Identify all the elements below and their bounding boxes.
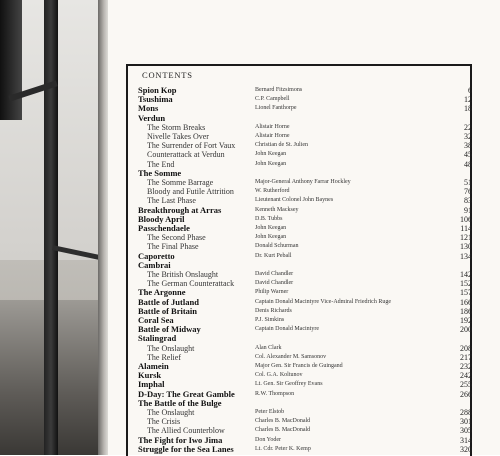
toc-entry (0, 279, 500, 288)
toc-entry-page: 6 (468, 86, 472, 95)
toc-entry (0, 132, 500, 141)
toc-entry-title: The Storm Breaks (147, 122, 206, 132)
toc-entry-author: D.B. Tubbs (255, 215, 283, 222)
toc-entry-page: 288 (460, 408, 472, 417)
toc-entry-page: 18 (464, 104, 472, 114)
toc-entry-page: 51 (464, 178, 472, 187)
toc-entry-author: Lt. Cdr. Peter K. Kemp (255, 445, 311, 452)
toc-entry-title: Stalingrad (138, 333, 177, 344)
toc-entry-author: R.W. Thompson (255, 390, 295, 397)
toc-entry-page: 22 (464, 122, 472, 132)
toc-entry-title: D-Day: The Great Gamble (138, 388, 235, 399)
toc-entry-author: Donald Schurman (255, 243, 299, 250)
toc-entry-page: 48 (464, 159, 472, 169)
toc-entry-title: Battle of Britain (138, 305, 198, 316)
toc-entry-title: The British Onslaught (147, 270, 219, 279)
toc-entry-page: 38 (464, 141, 472, 151)
toc-entry-page: 121 (460, 233, 472, 243)
toc-entry-title: The Battle of the Bulge (138, 397, 222, 408)
toc-entry-page: 32 (464, 132, 472, 141)
toc-entry-page: 134 (460, 251, 472, 261)
toc-entry-title: Imphal (138, 379, 165, 390)
toc-entry (0, 371, 500, 380)
toc-entry-title: The Final Phase (147, 242, 199, 252)
toc-entry-title: Cambrai (138, 259, 171, 270)
toc-entry-title: Struggle for the Sea Lanes (138, 443, 234, 454)
toc-entry (0, 307, 500, 316)
toc-entry-author: C.P. Campbell (255, 96, 290, 103)
toc-entry-page: 200 (460, 325, 472, 335)
toc-entry (0, 86, 500, 95)
contents-heading: CONTENTS (142, 70, 193, 80)
toc-entry-author: John Keegan (255, 225, 287, 231)
toc-entry-title: The Surrender of Fort Vaux (147, 141, 236, 151)
toc-entry (0, 95, 500, 104)
toc-entry-title: Verdun (138, 112, 166, 123)
toc-entry-page: 186 (460, 306, 472, 316)
toc-entry (0, 362, 500, 371)
toc-entry (0, 215, 500, 224)
toc-entry (0, 380, 500, 389)
toc-entry-author: Christian de St. Julien (255, 142, 308, 149)
toc-entry (0, 141, 500, 150)
toc-entry (0, 233, 500, 242)
toc-entry-author: Philip Warner (255, 289, 289, 296)
toc-entry (0, 408, 500, 417)
toc-entry (0, 160, 500, 169)
toc-entry (0, 270, 500, 279)
toc-entry (0, 206, 500, 215)
toc-entry (0, 325, 500, 334)
toc-entry (0, 417, 500, 426)
toc-entry-title: The Fight for Iwo Jima (138, 434, 223, 445)
toc-entry (0, 261, 500, 270)
toc-entry (0, 390, 500, 399)
toc-entry-title: Breakthrough at Arras (138, 204, 222, 215)
toc-entry-author: David Chandler (255, 280, 294, 287)
toc-entry-page: 142 (460, 270, 472, 279)
toc-entry (0, 150, 500, 159)
toc-entry-page: 91 (464, 205, 472, 215)
toc-entry-page: 320 (460, 444, 472, 454)
toc-entry-author: Major-General Anthony Farrar Hockley (255, 179, 351, 185)
toc-entry (0, 187, 500, 196)
toc-entry-title: Bloody and Futile Attrition (147, 187, 234, 197)
toc-entry-title: The Somme (138, 167, 182, 178)
toc-entry-title: The Last Phase (147, 196, 196, 206)
toc-entry-author: Major Gen. Sir Francis de Guingand (255, 363, 343, 369)
toc-entry-title: The Allied Counterblow (147, 426, 225, 436)
toc-entry (0, 353, 500, 362)
toc-entry-title: Battle of Jutland (138, 296, 199, 307)
toc-entry-author: Alistair Horne (255, 133, 290, 139)
toc-entry (0, 169, 500, 178)
toc-entry-title: The End (147, 159, 175, 169)
toc-entry-author: Don Yoder (255, 436, 282, 443)
toc-entry (0, 436, 500, 445)
toc-entry-title: Tsushima (138, 94, 173, 105)
toc-entry-author: John Keegan (255, 151, 287, 158)
toc-entry-page: 266 (460, 389, 472, 399)
toc-entry (0, 344, 500, 353)
toc-entry-page: 106 (460, 214, 472, 224)
toc-entry-author: Bernard Fitzsimons (255, 87, 303, 93)
toc-entry-title: The Crisis (147, 417, 181, 427)
toc-entry (0, 178, 500, 187)
toc-entry-title: Counterattack at Verdun (147, 150, 225, 160)
toc-entry-title: Battle of Midway (138, 324, 201, 335)
toc-entry-page: 152 (460, 279, 472, 289)
toc-entry-title: Coral Sea (138, 315, 174, 325)
toc-entry-author: Peter Elstob (255, 409, 285, 415)
toc-entry-title: Caporetto (138, 250, 175, 261)
toc-entry-author: John Keegan (255, 160, 287, 167)
toc-entry-page: 232 (460, 362, 472, 371)
toc-entry (0, 123, 500, 132)
toc-entry (0, 316, 500, 325)
toc-entry-title: Alamein (138, 361, 169, 371)
toc-entry-author: Lionel Fanthorpe (255, 105, 297, 112)
toc-entry-page: 305 (460, 426, 472, 436)
toc-entry (0, 288, 500, 297)
toc-entry-author: P.J. Simkins (255, 317, 285, 323)
toc-entry-author: Alan Clark (255, 344, 282, 351)
toc-entry-title: Spion Kop (138, 85, 177, 95)
toc-entry (0, 445, 500, 454)
toc-entry-page: 166 (460, 297, 472, 307)
toc-entry-page: 192 (460, 316, 472, 325)
toc-entry-title: The Somme Barrage (147, 178, 214, 187)
toc-entry-author: Charles B. MacDonald (255, 418, 311, 425)
toc-entry-page: 157 (460, 288, 472, 298)
toc-entry (0, 298, 500, 307)
toc-entry (0, 114, 500, 123)
toc-entry-title: Mons (138, 103, 159, 114)
toc-entry-author: David Chandler (255, 271, 294, 277)
toc-entry (0, 334, 500, 343)
toc-entry (0, 252, 500, 261)
toc-entry (0, 399, 500, 408)
toc-entry-page: 314 (460, 435, 472, 445)
toc-entry-page: 301 (460, 417, 472, 427)
toc-entry-page: 242 (460, 371, 472, 381)
toc-entry-title: Kursk (138, 370, 162, 381)
toc-entry-title: The German Counterattack (147, 279, 235, 289)
toc-entry (0, 196, 500, 205)
toc-entry-page: 217 (460, 352, 472, 362)
toc-entry-author: Charles B. MacDonald (255, 427, 311, 434)
toc-entry-page: 255 (460, 380, 472, 390)
toc-entry-title: Nivelle Takes Over (147, 132, 209, 141)
toc-entry-title: Passchendaele (138, 223, 190, 233)
toc-entry-author: Lt. Gen. Sir Geoffrey Evans (255, 381, 323, 388)
toc-entry-author: Captain Donald Macintyre (255, 326, 319, 333)
toc-entry-author: Dr. Kurt Peball (255, 252, 292, 259)
toc-entry-title: The Relief (147, 352, 181, 362)
toc-entry-author: Col. Alexander M. Samsonov (255, 353, 327, 360)
toc-entry-title: The Argonne (138, 287, 186, 298)
toc-entry-page: 114 (460, 224, 472, 233)
toc-entry-author: W. Rutherford (255, 188, 290, 195)
toc-entry-author: Col. G.A. Koltunov (255, 372, 303, 379)
toc-entry-title: The Onslaught (147, 408, 195, 417)
toc-entry-author: Captain Donald Macintyre Vice-Admiral Friedrich Ruge (255, 298, 391, 305)
toc-entry-page: 12 (464, 95, 472, 105)
toc-entry-page: 208 (460, 343, 472, 353)
toc-entry (0, 426, 500, 435)
toc-entry-author: Denis Richards (255, 307, 292, 314)
toc-entry-title: Bloody April (138, 213, 185, 224)
toc-entry (0, 242, 500, 251)
toc-entry (0, 104, 500, 113)
toc-entry-author: Alistair Horne (255, 123, 290, 130)
toc-entry-author: Lieutenant Colonel John Baynes (255, 197, 334, 204)
toc-entry-author: Kenneth Macksey (255, 206, 299, 213)
toc-entry-page: 83 (464, 196, 472, 206)
toc-entry-page: 45 (464, 150, 472, 160)
toc-entry-page: 130 (460, 242, 472, 252)
toc-entry-title: The Onslaught (147, 343, 195, 353)
toc-entry-author: John Keegan (255, 234, 287, 241)
toc-entry (0, 224, 500, 233)
toc-entry-title: The Second Phase (147, 233, 206, 243)
toc-entry-page: 76 (464, 187, 472, 197)
